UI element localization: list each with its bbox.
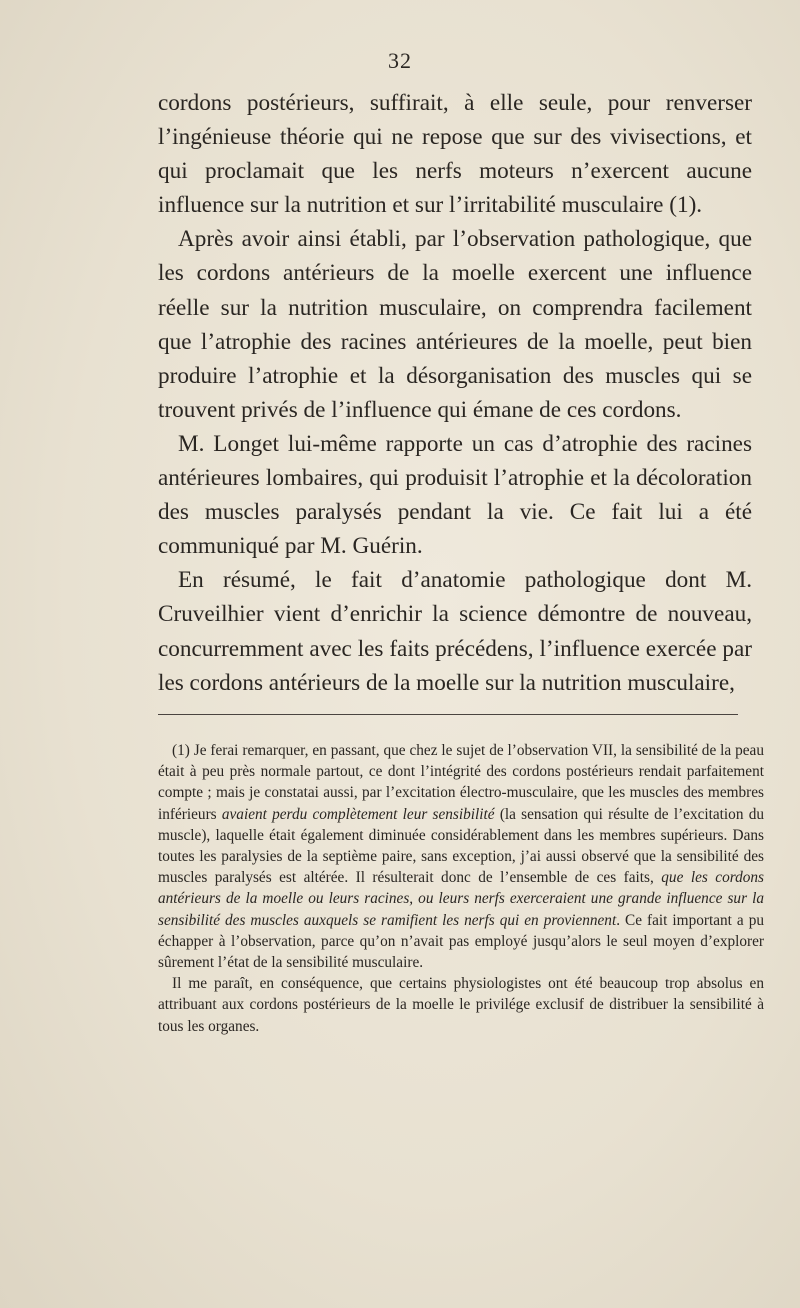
main-text [158,86,752,700]
page-number: 32 [388,48,412,73]
paragraph: En résumé, le fait d’anatomie pathologique dont M. Cruveilhier vient d’enrichir la science démontre de nouveau, concurremment avec les faits précédens, l’influence exercée par les cordons antérieurs de la moelle sur la nutrition musculaire, [158,567,752,696]
footnote-italic: que les cordons antérieurs de la moelle ou leurs racines, ou leurs nerfs exerceraient une grande influence sur la sensibilité des muscles auxquels se ramifient les nerfs qui en proviennent [158,869,764,929]
paragraph: Après avoir ainsi établi, par l’observation pathologique, que les cordons antérieurs de la moelle exercent une influence réelle sur la nutrition musculaire, on comprendra facilement que l’atrophie des racines antérieures de la moelle, peut bien produire l’atrophie et la désorganisation des muscles qui se trouvent privés de l’influence qui émane de ces cordons. [158,226,752,423]
footnotes [158,740,764,1037]
footnote-text: . Ce fait important a pu échapper à l’observation, parce qu’on n’avait pas employé jusqu’alors le seul moyen d’explorer sûrement l’état de la sensibilité musculaire. [158,911,764,972]
paragraph: cordons postérieurs, suffirait, à elle seule, pour renverser l’ingénieuse théorie qui ne repose que sur des vivisections, et qui proclamait que les nerfs moteurs n’exercent aucune influence sur la nutrition et sur l’irritabilité musculaire (1). [158,90,752,219]
footnote-paragraph [158,740,764,973]
footnote-text: (1) Je ferai remarquer, en passant, que chez le sujet de l’observation VII, la sensibilité de la peau était à peu près normale partout, ce dont l’intégrité des cordons postérieurs rendait parfaitement compte ; mais je constatai aussi, par l’excitation électro-musculaire, que les muscles des membres inférieurs [158,742,764,823]
footnote-text: (la sensation qui résulte de l’excitation du muscle), laquelle était également diminuée considérablement dans les membres supérieurs. Dans toutes les paralysies de la septième paire, sans exception, j’ai aussi observé que la sensibilité des muscles paralysés est altérée. Il résulterait donc de l’ensemble de ces faits, [158,805,765,887]
paragraph: M. Longet lui-même rapporte un cas d’atrophie des racines antérieures lombaires, qui produisit l’atrophie et la décoloration des muscles paralysés pendant la vie. Ce fait lui a été communiqué par M. Guérin. [158,430,752,560]
footnote-italic: avaient perdu complètement leur sensibilité [221,805,495,823]
footnote-paragraph: Il me paraît, en conséquence, que certains physiologistes ont été beaucoup trop absolus en attribuant aux cordons postérieurs de la moelle le privilége exclusif de distribuer la sensibilité à tous les organes. [158,975,764,1035]
footnote-separator [158,714,738,715]
